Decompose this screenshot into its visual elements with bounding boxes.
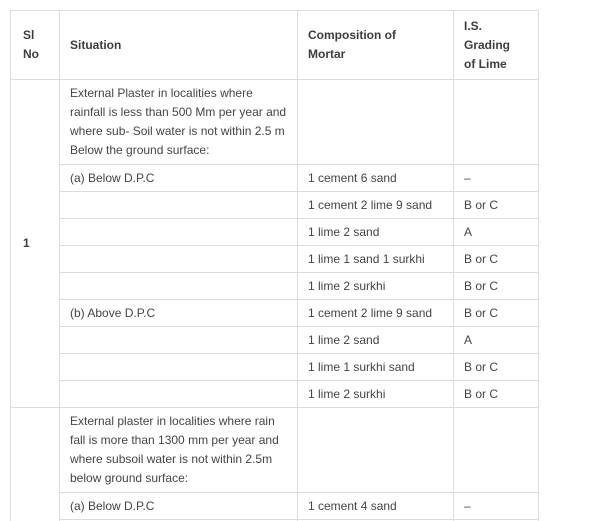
grading-cell: A	[454, 219, 539, 246]
situation-cell	[60, 192, 298, 219]
header-sl-no: Sl No	[11, 11, 60, 80]
table-row	[11, 300, 539, 327]
group-2-description-grading	[454, 408, 539, 493]
group-2-description-composition	[298, 408, 454, 493]
grading-cell: A	[454, 327, 539, 354]
table-row	[11, 219, 539, 246]
situation-cell: (a) Below D.P.C	[60, 493, 298, 520]
grading-cell: B or C	[454, 300, 539, 327]
table-row	[11, 273, 539, 300]
grading-cell: –	[454, 493, 539, 520]
header-situation: Situation	[60, 11, 298, 80]
composition-cell: 1 cement 6 sand	[298, 165, 454, 192]
grading-cell: B or C	[454, 354, 539, 381]
group-1-description-grading	[454, 80, 539, 165]
grading-cell: B or C	[454, 381, 539, 408]
table-row	[11, 246, 539, 273]
header-composition: Composition of Mortar	[298, 11, 454, 80]
situation-cell	[60, 354, 298, 381]
situation-cell: (b) Above D.P.C	[60, 300, 298, 327]
mortar-composition-table	[10, 10, 539, 521]
group-2-description: External plaster in localities where rain fall is more than 1300 mm per year and where subsoil water is not within 2.5m below ground surface:	[60, 408, 298, 493]
table-body	[11, 80, 539, 521]
table-row	[11, 493, 539, 520]
grading-cell: –	[454, 165, 539, 192]
situation-cell	[60, 273, 298, 300]
grading-cell: B or C	[454, 273, 539, 300]
sl-number-2	[11, 408, 60, 521]
situation-cell	[60, 327, 298, 354]
table-row	[11, 381, 539, 408]
header-grading: I.S. Grading of Lime	[454, 11, 539, 80]
table-row	[11, 165, 539, 192]
composition-cell: 1 cement 4 sand	[298, 493, 454, 520]
composition-cell: 1 lime 2 sand	[298, 327, 454, 354]
situation-cell	[60, 381, 298, 408]
table-row	[11, 354, 539, 381]
table-header	[11, 11, 539, 80]
grading-cell: B or C	[454, 192, 539, 219]
composition-cell: 1 lime 1 surkhi sand	[298, 354, 454, 381]
group-1-description: External Plaster in localities where rainfall is less than 500 Mm per year and where sub- Soil water is not within 2.5 m Below the ground surface:	[60, 80, 298, 165]
situation-cell	[60, 246, 298, 273]
composition-cell: 1 cement 2 lime 9 sand	[298, 300, 454, 327]
table-row	[11, 192, 539, 219]
composition-cell: 1 lime 2 surkhi	[298, 273, 454, 300]
composition-cell: 1 lime 2 sand	[298, 219, 454, 246]
group-1-description-composition	[298, 80, 454, 165]
composition-cell: 1 cement 2 lime 9 sand	[298, 192, 454, 219]
grading-cell: B or C	[454, 246, 539, 273]
situation-cell: (a) Below D.P.C	[60, 165, 298, 192]
table-row	[11, 327, 539, 354]
composition-cell: 1 lime 2 surkhi	[298, 381, 454, 408]
composition-cell: 1 lime 1 sand 1 surkhi	[298, 246, 454, 273]
situation-cell	[60, 219, 298, 246]
sl-number-1: 1	[11, 80, 60, 408]
